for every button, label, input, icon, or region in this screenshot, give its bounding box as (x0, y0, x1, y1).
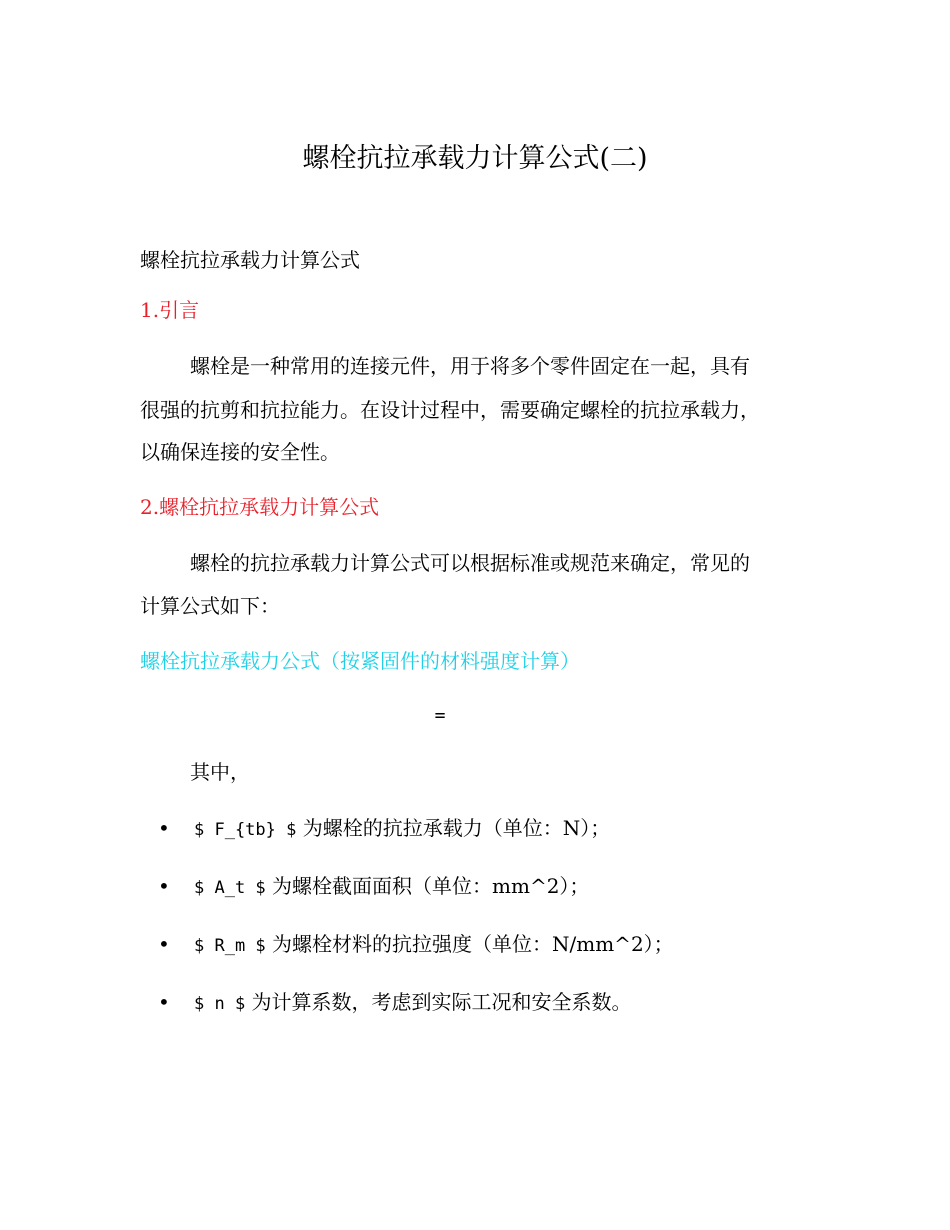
where-label: 其中， (190, 760, 250, 784)
intro-paragraph-line-3: 以确保连接的安全性。 (140, 440, 340, 464)
definition-text: 为螺栓的抗拉承载力（单位：N）； (296, 816, 611, 840)
bullet-marker: • (158, 816, 170, 840)
symbol-text: $ R_m $ (194, 936, 266, 956)
list-item (158, 814, 610, 844)
intro-paragraph-line-1: 螺栓是一种常用的连接元件，用于将多个零件固定在一起，具有 (190, 354, 750, 378)
document-subtitle: 螺栓抗拉承载力计算公式 (140, 248, 360, 272)
section-heading-introduction: 1.引言 (140, 298, 200, 322)
intro-paragraph-line-2: 很强的抗剪和抗拉能力。在设计过程中，需要确定螺栓的抗拉承载力， (140, 398, 760, 422)
bullet-marker: • (158, 932, 170, 956)
list-item (158, 930, 674, 960)
symbol-text: $ F_{tb} $ (194, 820, 297, 840)
definition-text: 为螺栓截面面积（单位：mm^2）； (265, 874, 590, 898)
formula-paragraph-line-2: 计算公式如下： (140, 594, 280, 618)
formula-paragraph-line-1: 螺栓的抗拉承载力计算公式可以根据标准或规范来确定，常见的 (190, 551, 750, 575)
definition-text: 为螺栓材料的抗拉强度（单位：N/mm^2）； (265, 932, 674, 956)
formula-subheading: 螺栓抗拉承载力公式（按紧固件的材料强度计算） (140, 649, 580, 673)
bullet-marker: • (158, 990, 170, 1014)
definition-text: 为计算系数，考虑到实际工况和安全系数。 (245, 990, 632, 1014)
section-heading-formula: 2.螺栓抗拉承载力计算公式 (140, 495, 380, 519)
list-item (158, 872, 589, 902)
document-title: 螺栓抗拉承载力计算公式(二) (302, 143, 648, 174)
symbol-text: $ A_t $ (194, 878, 266, 898)
list-item (158, 988, 632, 1018)
bullet-marker: • (158, 874, 170, 898)
symbol-text: $ n $ (194, 994, 246, 1014)
formula-equation: = (434, 705, 446, 726)
